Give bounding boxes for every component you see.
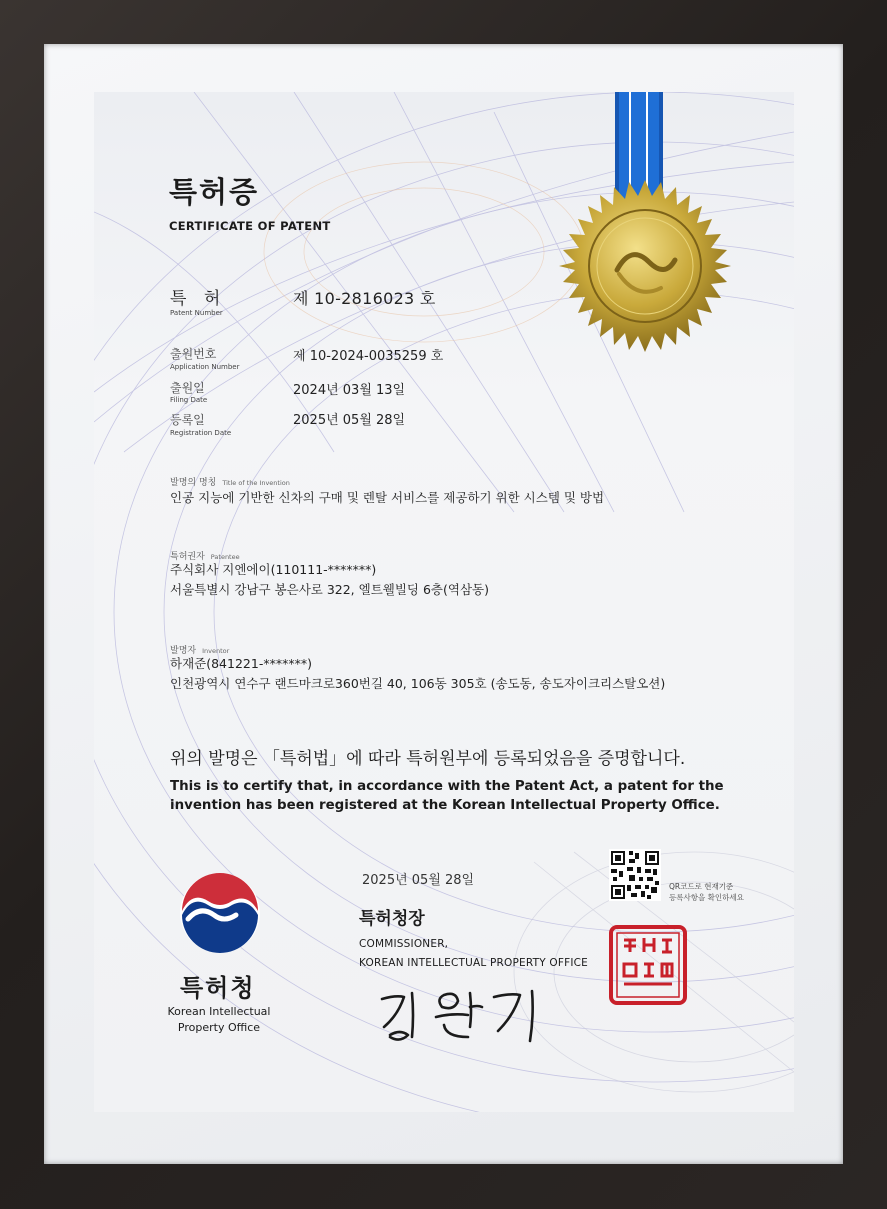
registration-date-label-ko: 등록일 — [170, 413, 205, 427]
inventor-label-ko: 발명자 — [170, 646, 197, 656]
patentee-address: 서울특별시 강남구 봉은사로 322, 엘트웰빌딩 6층(역삼동) — [170, 582, 489, 597]
official-red-stamp — [608, 924, 688, 1006]
commissioner-title-en-line2: KOREAN INTELLECTUAL PROPERTY OFFICE — [359, 957, 588, 969]
qr-note-line1: QR코드로 현재기준 — [669, 882, 734, 891]
certificate-title-en: CERTIFICATE OF PATENT — [169, 219, 331, 233]
patentee-name: 주식회사 지엔에이(110111-*******) — [170, 562, 377, 577]
patent-number-label-en: Patent Number — [170, 309, 223, 317]
commissioner-title-en-line1: COMMISSIONER, — [359, 938, 449, 950]
qr-code[interactable] — [609, 849, 661, 901]
gold-seal — [557, 178, 733, 354]
inventor-label-en: Inventor — [202, 647, 230, 655]
patent-number-label-ko: 특 허 — [170, 289, 227, 309]
application-number-value: 제 10-2024-0035259 호 — [293, 349, 444, 364]
registration-date-label-en: Registration Date — [170, 429, 232, 437]
invention-section-label — [170, 470, 290, 489]
patentee-label-en: Patentee — [210, 553, 240, 561]
kipo-name-en-line1: Korean Intellectual — [167, 1005, 271, 1018]
commissioner-title-ko: 특허청장 — [359, 909, 425, 929]
kipo-taegeuk-logo — [178, 871, 262, 955]
filing-date-label-en: Filing Date — [170, 396, 208, 404]
certification-statement-en-line1: This is to certify that, in accordance with the Patent Act, a patent for the — [170, 779, 724, 794]
application-number-label-en: Application Number — [170, 363, 240, 371]
patent-number-value: 제 10-2816023 호 — [293, 289, 436, 308]
certificate-title-ko: 특허증 — [169, 175, 260, 209]
patentee-label-ko: 특허권자 — [170, 552, 205, 562]
kipo-name-en-line2: Property Office — [177, 1021, 261, 1034]
inventor-address: 인천광역시 연수구 랜드마크로360번길 40, 106동 305호 (송도동, 송도자이크리스탈오션) — [170, 676, 666, 691]
filing-date-value: 2024년 03월 13일 — [293, 383, 406, 398]
commissioner-signature — [374, 985, 544, 1045]
certificate-paper — [94, 92, 794, 1112]
certification-statement-ko: 위의 발명은 「특허법」에 따라 특허원부에 등록되었음을 증명합니다. — [170, 749, 686, 769]
issue-date: 2025년 05월 28일 — [362, 873, 475, 888]
invention-label-en: Title of the Invention — [222, 479, 290, 487]
certification-statement-en-line2: invention has been registered at the Korean Intellectual Property Office. — [170, 798, 720, 813]
invention-title: 인공 지능에 기반한 신차의 구매 및 렌탈 서비스를 제공하기 위한 시스템 및 방법 — [170, 490, 605, 505]
application-number-label-ko: 출원번호 — [170, 347, 217, 361]
registration-date-value: 2025년 05월 28일 — [293, 413, 406, 428]
filing-date-label-ko: 출원일 — [170, 381, 205, 395]
qr-note-line2: 등록사항을 확인하세요 — [669, 893, 744, 902]
inventor-name: 하재준(841221-*******) — [170, 656, 312, 671]
invention-label-ko: 발명의 명칭 — [170, 478, 217, 488]
kipo-name-ko: 특허청 — [180, 974, 256, 1002]
